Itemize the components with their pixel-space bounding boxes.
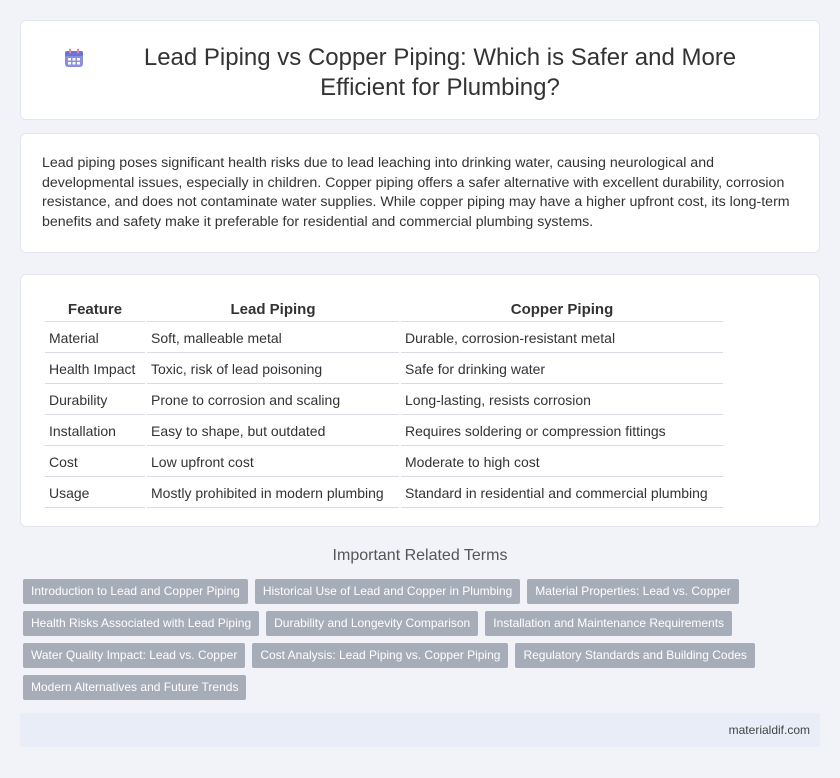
lead-cell: Low upfront cost (147, 448, 399, 477)
related-term-tag[interactable]: Water Quality Impact: Lead vs. Copper (23, 643, 245, 668)
copper-cell: Requires soldering or compression fittings (401, 417, 723, 446)
related-term-tag[interactable]: Regulatory Standards and Building Codes (515, 643, 754, 668)
lead-cell: Soft, malleable metal (147, 324, 399, 353)
comparison-table-card (20, 274, 820, 527)
copper-cell: Long-lasting, resists corrosion (401, 386, 723, 415)
copper-cell: Moderate to high cost (401, 448, 723, 477)
copper-cell: Safe for drinking water (401, 355, 723, 384)
related-term-tag[interactable]: Modern Alternatives and Future Trends (23, 675, 246, 700)
column-header-copper-piping: Copper Piping (401, 297, 723, 322)
related-term-tag[interactable]: Material Properties: Lead vs. Copper (527, 579, 738, 604)
lead-cell: Prone to corrosion and scaling (147, 386, 399, 415)
related-term-tag[interactable]: Historical Use of Lead and Copper in Plumbing (255, 579, 520, 604)
feature-cell: Health Impact (45, 355, 145, 384)
related-terms-heading: Important Related Terms (332, 547, 508, 564)
title-card (20, 20, 820, 120)
column-header-lead-piping: Lead Piping (147, 297, 399, 322)
footer (20, 713, 820, 747)
feature-cell: Durability (45, 386, 145, 415)
feature-cell: Installation (45, 417, 145, 446)
feature-cell: Material (45, 324, 145, 353)
summary-card (20, 133, 820, 253)
copper-cell: Durable, corrosion-resistant metal (401, 324, 723, 353)
feature-cell: Cost (45, 448, 145, 477)
table-row (45, 386, 723, 415)
page-title: Lead Piping vs Copper Piping: Which is Safer and More Efficient for Plumbing? (143, 44, 737, 101)
copper-cell: Standard in residential and commercial plumbing (401, 479, 723, 508)
table-row (45, 448, 723, 477)
lead-cell: Mostly prohibited in modern plumbing (147, 479, 399, 508)
summary-text: Lead piping poses significant health risks due to lead leaching into drinking water, causing neurological and developmental issues, especially in children. Copper piping offers a safer alternative with excellent durability, corrosion resistance, and does not contaminate water supplies. While copper piping may have a higher upfront cost, its long-term benefits and safety make it preferable for residential and commercial plumbing systems. (42, 155, 790, 230)
table-header-row (45, 297, 723, 322)
related-term-tag[interactable]: Durability and Longevity Comparison (266, 611, 478, 636)
table-row (45, 355, 723, 384)
related-term-tag[interactable]: Health Risks Associated with Lead Piping (23, 611, 259, 636)
related-term-tag[interactable]: Installation and Maintenance Requirements (485, 611, 732, 636)
related-terms-list (23, 579, 783, 707)
lead-cell: Easy to shape, but outdated (147, 417, 399, 446)
table-row (45, 479, 723, 508)
table-row (45, 324, 723, 353)
footer-site-link[interactable]: materialdif.com (728, 723, 810, 737)
table-row (45, 417, 723, 446)
feature-cell: Usage (45, 479, 145, 508)
related-term-tag[interactable]: Cost Analysis: Lead Piping vs. Copper Piping (252, 643, 508, 668)
column-header-feature: Feature (45, 297, 145, 322)
comparison-table (43, 295, 725, 510)
related-term-tag[interactable]: Introduction to Lead and Copper Piping (23, 579, 248, 604)
lead-cell: Toxic, risk of lead poisoning (147, 355, 399, 384)
